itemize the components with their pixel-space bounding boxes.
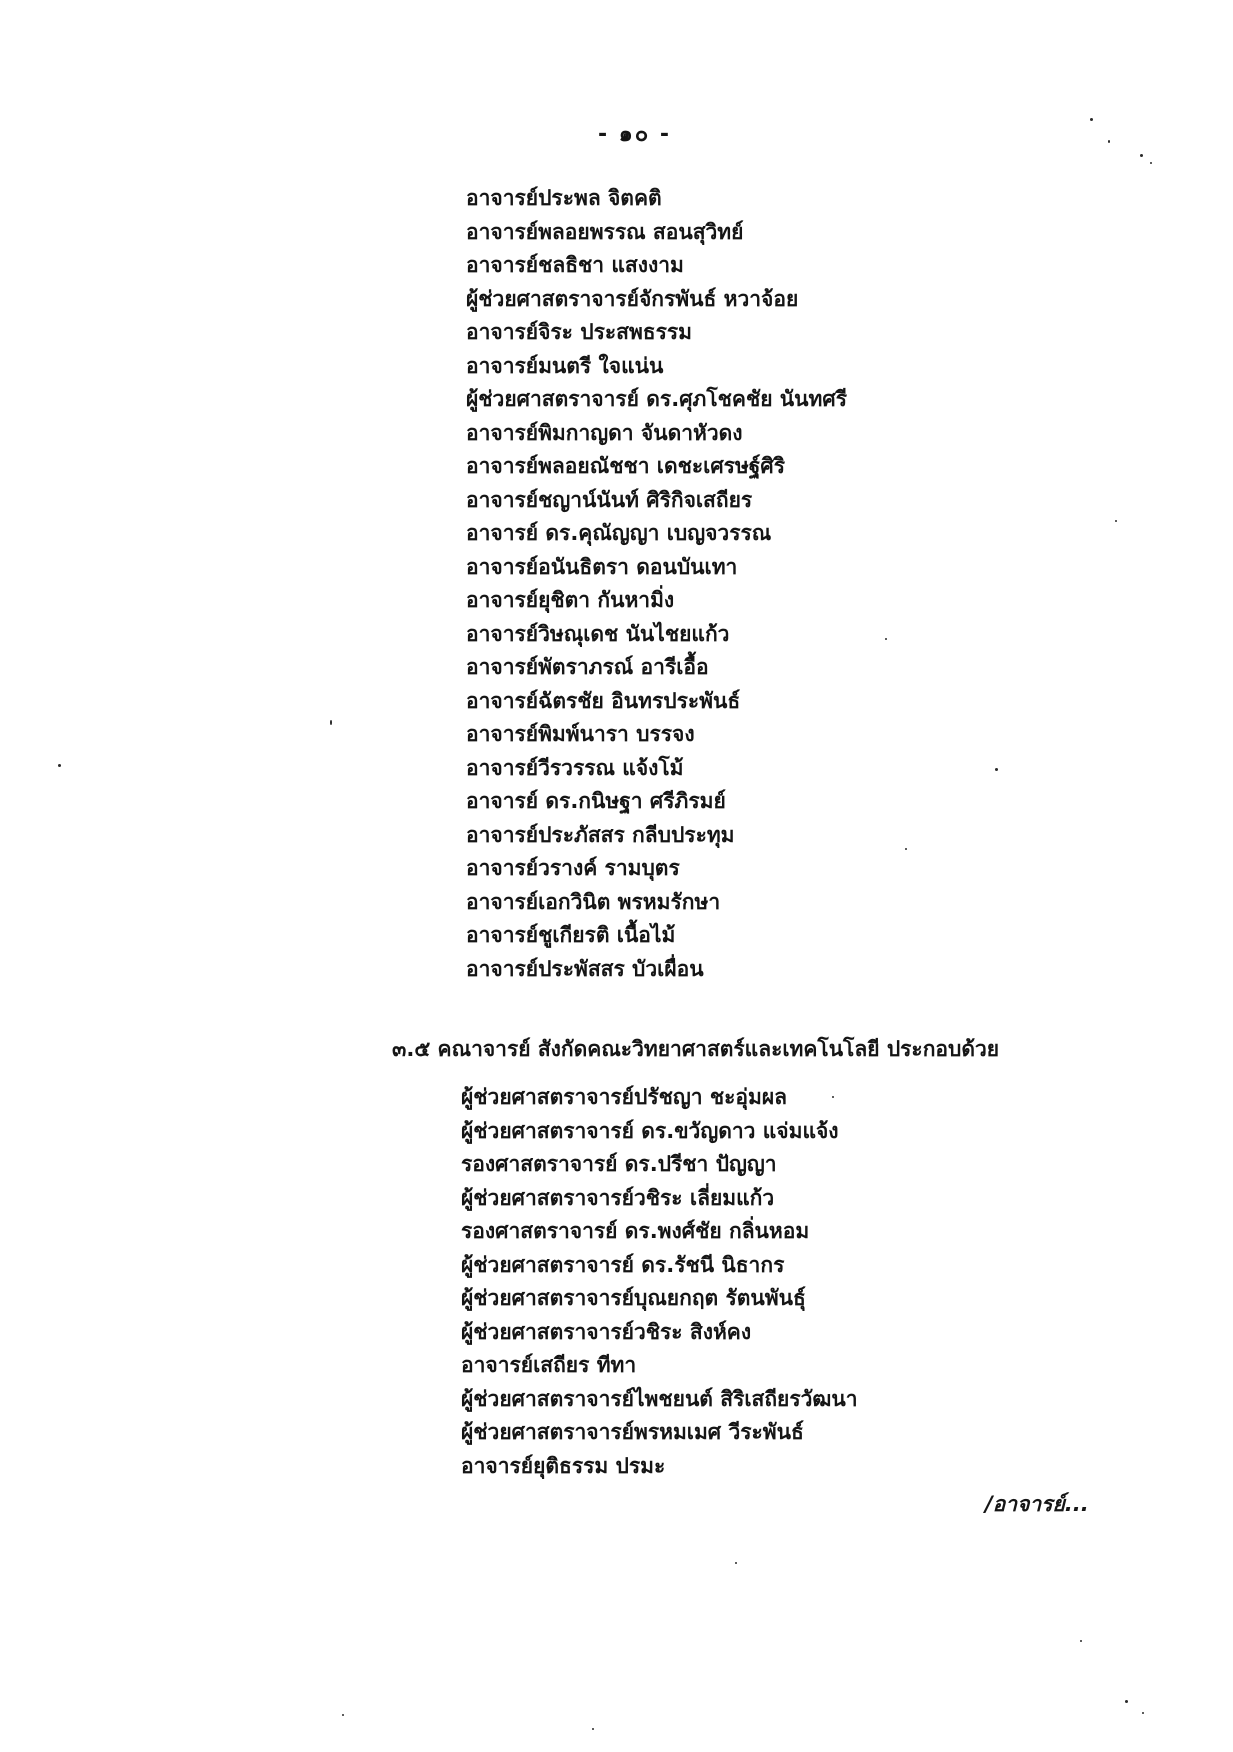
scan-speck <box>832 1096 834 1098</box>
list-item: ผู้ช่วยศาสตราจารย์บุณยกฤต รัตนพันธุ์ <box>461 1286 806 1310</box>
list-item: อาจารย์ ดร.คุณัญญา เบญจวรรณ <box>466 521 772 545</box>
list-item: อาจารย์มนตรี ใจแน่น <box>466 353 664 378</box>
list-item: ผู้ช่วยศาสตราจารย์จักรพันธ์ หวาจ้อย <box>466 286 799 311</box>
list-item: รองศาสตราจารย์ ดร.ปรีชา ปัญญา <box>461 1152 777 1176</box>
list-item: อาจารย์ยุติธรรม ปรมะ <box>461 1453 666 1478</box>
list-item: อาจารย์ชลธิชา แสงงาม <box>466 253 684 277</box>
scan-speck <box>1142 1712 1144 1714</box>
section-heading: ๓.๕ คณาจารย์ สังกัดคณะวิทยาศาสตร์และเทคโนโลยี ประกอบด้วย <box>392 1037 1000 1061</box>
scan-speck <box>1108 140 1110 143</box>
scan-speck <box>592 1728 594 1730</box>
list-item: อาจารย์พัตราภรณ์ อารีเอื้อ <box>466 655 709 679</box>
list-item: ผู้ช่วยศาสตราจารย์พรหมเมศ วีระพันธ์ <box>461 1420 804 1444</box>
list-item: อาจารย์ ดร.กนิษฐา ศรีภิรมย์ <box>466 789 726 813</box>
list-item: อาจารย์พิมพ์นารา บรรจง <box>466 722 695 746</box>
list-item: ผู้ช่วยศาสตราจารย์ ดร.รัชนี นิธากร <box>461 1252 785 1277</box>
scan-speck <box>1090 118 1093 121</box>
scan-speck <box>905 848 907 850</box>
list-item: อาจารย์เอกวินิต พรหมรักษา <box>466 889 721 914</box>
list-item: อาจารย์วรางค์ รามบุตร <box>466 856 680 880</box>
scan-speck <box>1125 1700 1128 1703</box>
scan-speck <box>995 768 998 771</box>
faculty-list-previous-section <box>466 182 847 986</box>
list-item: อาจารย์ประพล จิตคติ <box>466 186 662 210</box>
scan-speck <box>885 638 887 640</box>
scan-speck <box>58 764 61 767</box>
list-item: ผู้ช่วยศาสตราจารย์ ดร.ขวัญดาว แจ่มแจ้ง <box>461 1118 839 1143</box>
scan-speck <box>330 720 332 725</box>
list-item: อาจารย์ชูเกียรติ เนื้อไม้ <box>466 923 676 947</box>
list-item: รองศาสตราจารย์ ดร.พงศ์ชัย กลิ่นหอม <box>461 1219 810 1243</box>
list-item: อาจารย์เสถียร ทีทา <box>461 1353 637 1377</box>
list-item: ผู้ช่วยศาสตราจารย์ปรัชญา ชะอุ่มผล <box>461 1085 788 1109</box>
list-item: อาจารย์ประภัสสร กลีบประทุม <box>466 822 735 847</box>
list-item: ผู้ช่วยศาสตราจารย์วชิระ เลี่ยมแก้ว <box>461 1185 775 1210</box>
scan-speck <box>735 1562 737 1564</box>
list-item: อาจารย์ยุชิตา กันหามิ่ง <box>466 588 675 612</box>
list-item: อาจารย์วิษณุเดช นันไชยแก้ว <box>466 621 730 646</box>
scan-speck <box>342 1714 344 1716</box>
list-item: อาจารย์พลอยณัชชา เดชะเศรษฐ์ศิริ <box>466 454 785 478</box>
list-item: อาจารย์ประพัสสร บัวเผื่อน <box>466 956 704 981</box>
scan-speck <box>1140 154 1143 157</box>
scan-speck <box>1080 1640 1082 1642</box>
list-item: ผู้ช่วยศาสตราจารย์ไพชยนต์ สิริเสถียรวัฒนา <box>461 1386 858 1411</box>
scan-speck <box>1115 520 1117 522</box>
list-item: อาจารย์วีรวรรณ แจ้งโม้ <box>466 755 684 780</box>
list-item: อาจารย์ชญาน์นันท์ ศิริกิจเสถียร <box>466 487 753 512</box>
list-item: ผู้ช่วยศาสตราจารย์ ดร.ศุภโชคชัย นันทศรี <box>466 387 847 411</box>
list-item: อาจารย์พลอยพรรณ สอนสุวิทย์ <box>466 219 744 244</box>
list-item: อาจารย์พิมกาญดา จันดาหัวดง <box>466 420 743 445</box>
list-item: อาจารย์อนันธิตรา ดอนบันเทา <box>466 554 738 579</box>
list-item: อาจารย์จิระ ประสพธรรม <box>466 320 693 344</box>
list-item: ผู้ช่วยศาสตราจารย์วชิระ สิงห์คง <box>461 1319 752 1344</box>
continuation-marker: /อาจารย์... <box>985 1492 1089 1516</box>
scan-speck <box>1150 162 1152 164</box>
faculty-list-science-technology <box>461 1081 858 1483</box>
list-item: อาจารย์ฉัตรชัย อินทรประพันธ์ <box>466 688 741 713</box>
page-number: - ๑๐ - <box>598 122 671 147</box>
